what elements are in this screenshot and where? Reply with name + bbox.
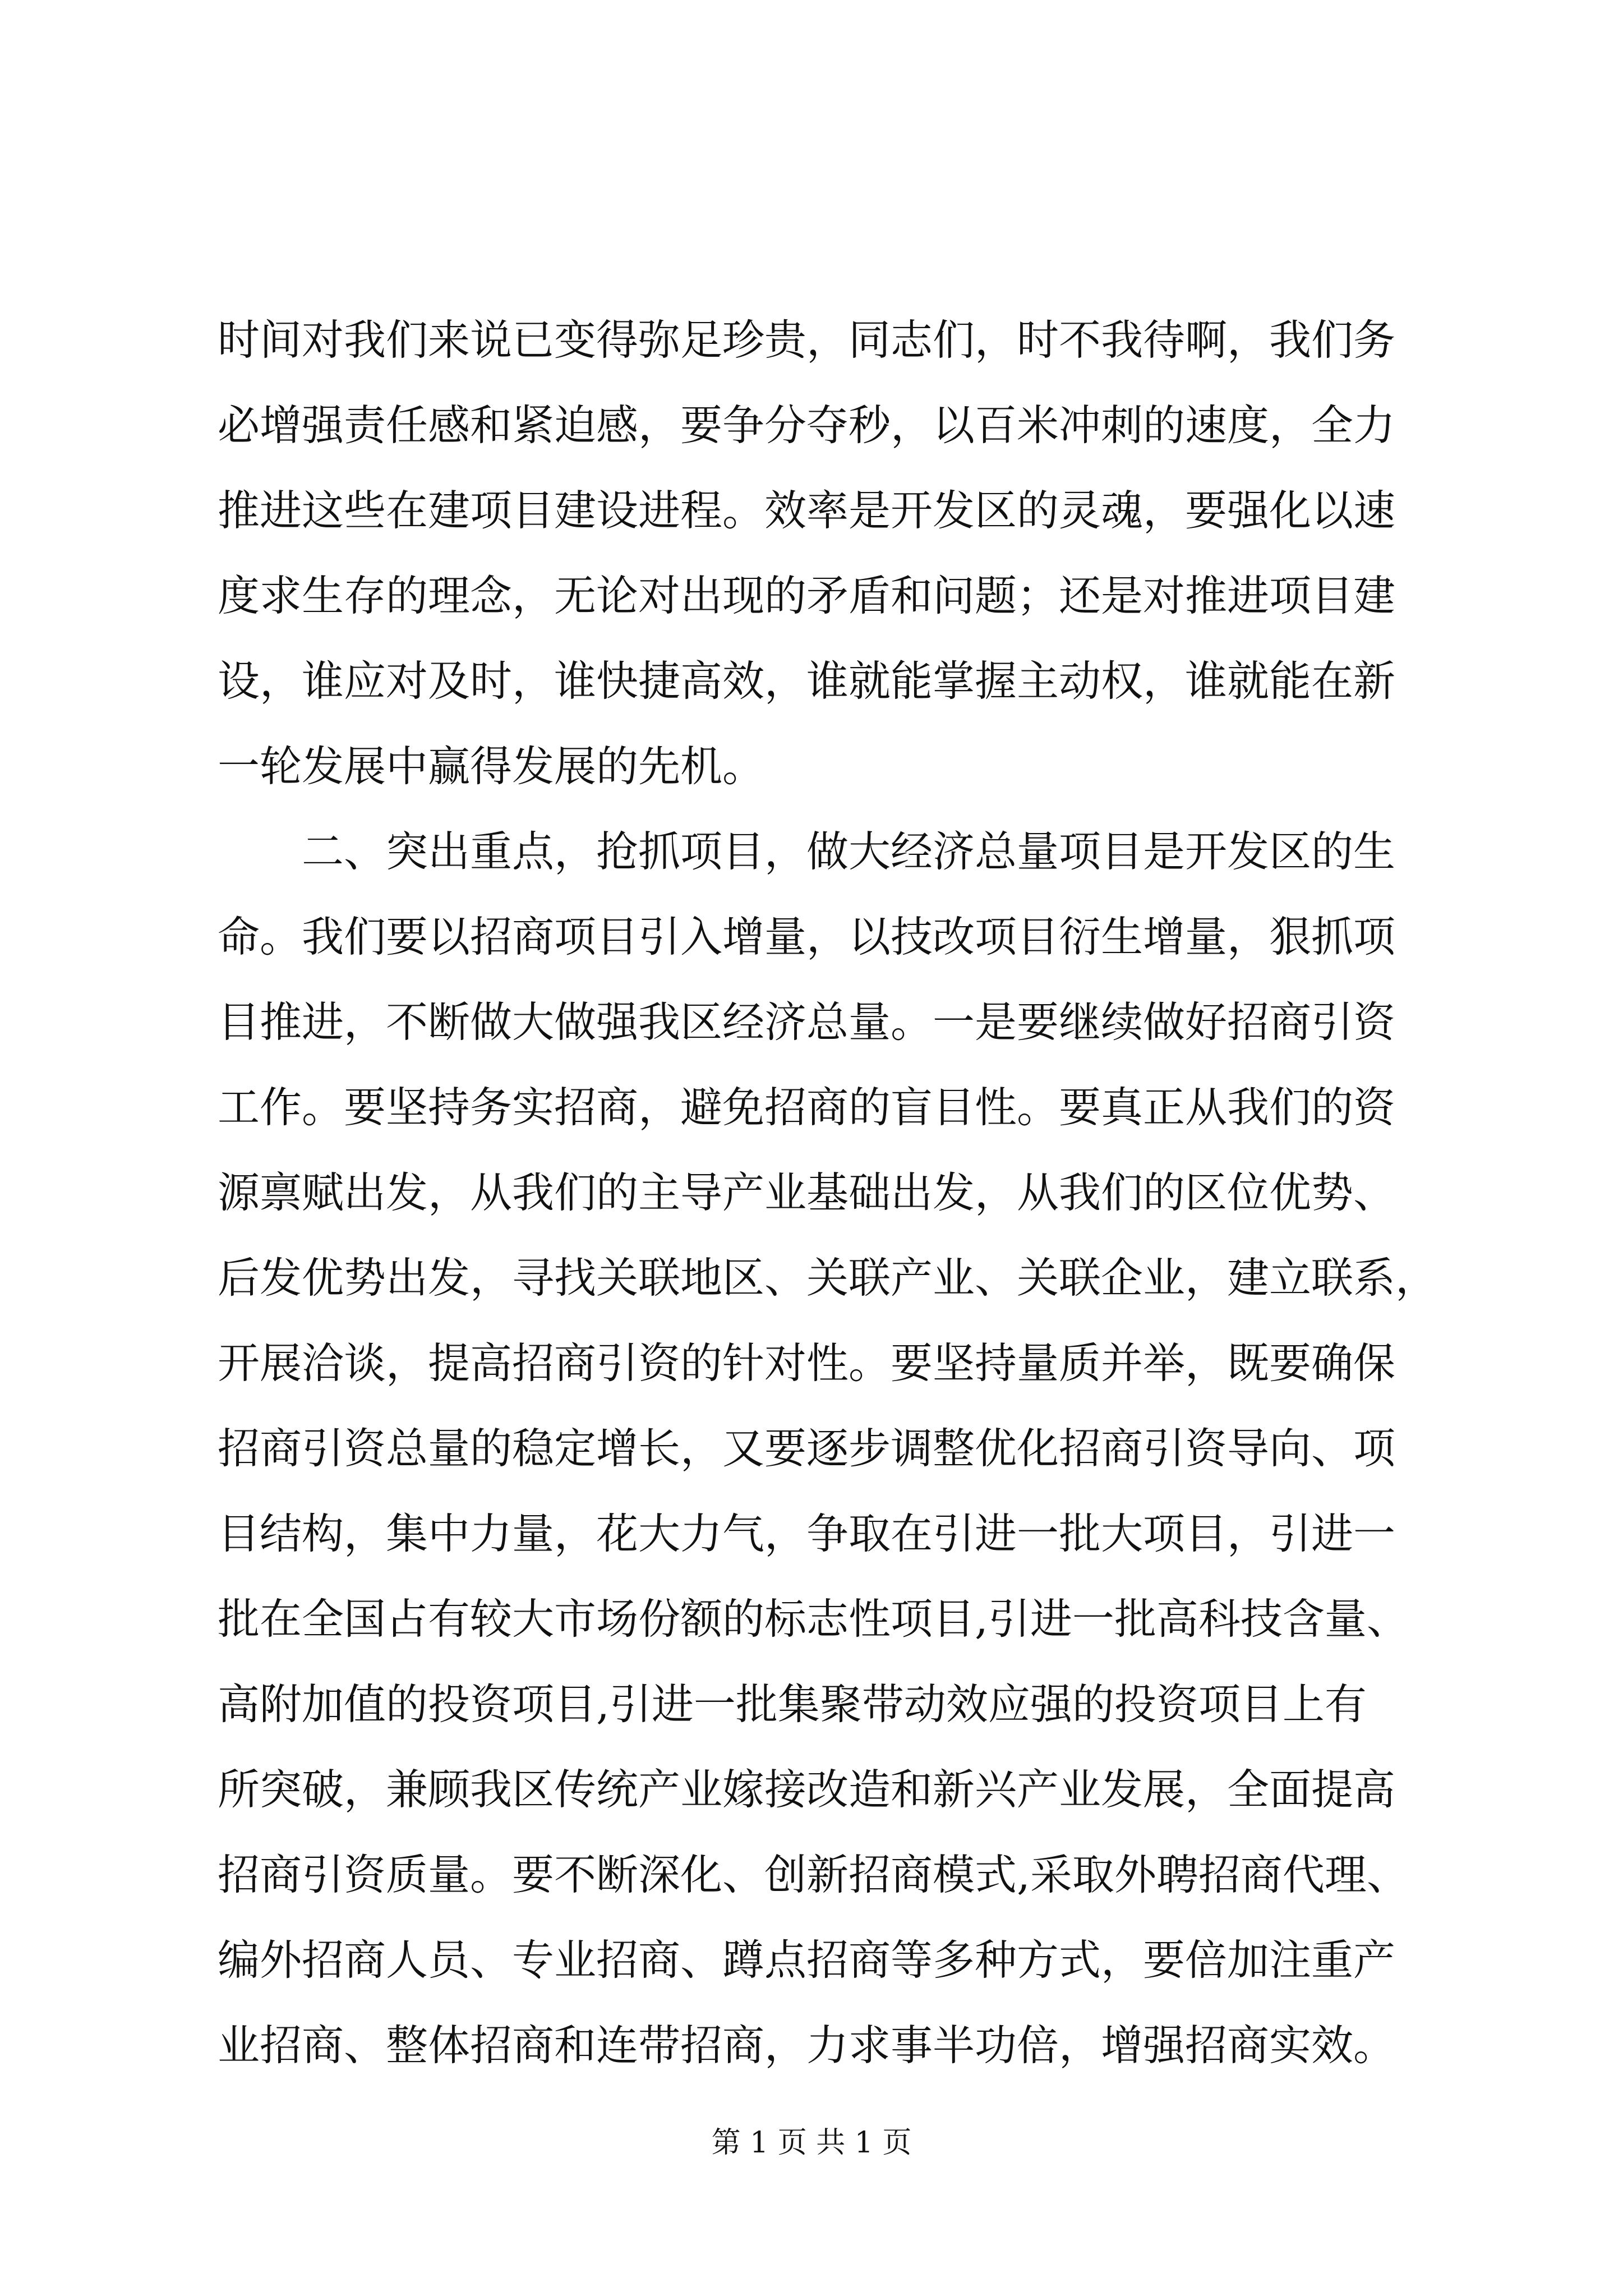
text-line: 招商引资质量。要不断深化、创新招商模式,采取外聘招商代理、 bbox=[218, 1850, 1409, 1899]
text-line: 所突破，兼顾我区传统产业嫁接改造和新兴产业发展，全面提高 bbox=[218, 1765, 1396, 1814]
text-line: 业招商、整体招商和连带招商，力求事半功倍，增强招商实效。 bbox=[218, 2021, 1396, 2070]
text-line: 工作。要坚持务实招商，避免招商的盲目性。要真正从我们的资 bbox=[218, 1083, 1396, 1132]
text-line: 批在全国占有较大市场份额的标志性项目,引进一批高科技含量、 bbox=[218, 1594, 1409, 1644]
text-line: 必增强责任感和紧迫感，要争分夺秒，以百米冲刺的速度，全力 bbox=[218, 401, 1396, 450]
text-line: 编外招商人员、专业招商、蹲点招商等多种方式，要倍加注重产 bbox=[218, 1935, 1396, 1985]
text-line: 一轮发展中赢得发展的先机。 bbox=[218, 742, 765, 791]
document-body bbox=[218, 297, 1438, 2088]
text-line: 源禀赋出发，从我们的主导产业基础出发，从我们的区位优势、 bbox=[218, 1168, 1396, 1217]
page-footer: 第 1 页 共 1 页 bbox=[711, 2126, 912, 2160]
text-line: 度求生存的理念，无论对出现的矛盾和问题；还是对推进项目建 bbox=[218, 571, 1396, 620]
text-line: 招商引资总量的稳定增长，又要逐步调整优化招商引资导向、项 bbox=[218, 1424, 1396, 1473]
text-line: 目推进，不断做大做强我区经济总量。一是要继续做好招商引资 bbox=[218, 997, 1396, 1047]
text-line: 目结构，集中力量，花大力气，争取在引进一批大项目，引进一 bbox=[218, 1509, 1396, 1558]
text-line: 命。我们要以招商项目引入增量，以技改项目衍生增量，狠抓项 bbox=[218, 912, 1396, 961]
text-line: 设，谁应对及时，谁快捷高效，谁就能掌握主动权，谁就能在新 bbox=[218, 656, 1396, 706]
text-line: 推进这些在建项目建设进程。效率是开发区的灵魂，要强化以速 bbox=[218, 486, 1396, 535]
text-line: 后发优势出发，寻找关联地区、关联产业、关联企业，建立联系， bbox=[218, 1253, 1438, 1303]
text-line: 开展洽谈，提高招商引资的针对性。要坚持量质并举，既要确保 bbox=[218, 1338, 1396, 1388]
text-line: 时间对我们来说已变得弥足珍贵，同志们，时不我待啊，我们务 bbox=[218, 315, 1396, 365]
text-line: 高附加值的投资项目,引进一批集聚带动效应强的投资项目上有 bbox=[218, 1680, 1367, 1729]
paragraph-start-line: 二、突出重点，抢抓项目，做大经济总量项目是开发区的生 bbox=[302, 827, 1396, 876]
